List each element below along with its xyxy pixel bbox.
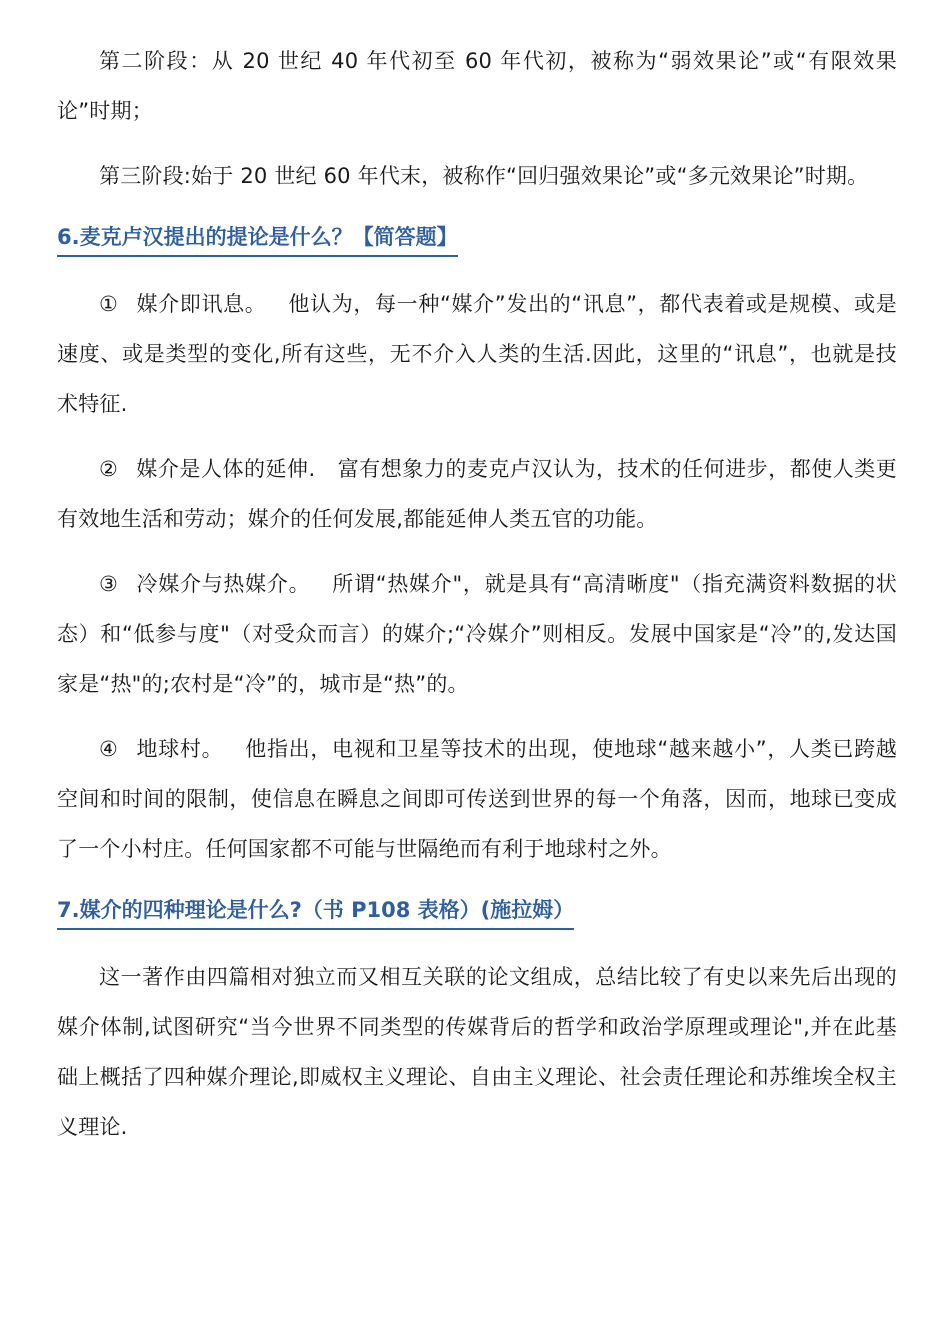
section-7-paragraph: 这一著作由四篇相对独立而又相互关联的论文组成，总结比较了有史以来先后出现的媒介体制,试图研究“当今世界不同类型的传媒背后的哲学和政治学原理或理论",并在此基础上概括了四种媒介理论,即威权主义理论、自由主义理论、社会责任理论和苏维埃全权主义理论. [57, 965, 897, 1139]
section-6-item-4 [57, 724, 897, 874]
section-6-heading-wrap [57, 216, 897, 279]
item-text: 他认为，每一种“媒介”发出的“讯息”，都代表着或是规模、或是速度、或是类型的变化,所有这些，无不介入人类的生活.因此，这里的“讯息”，也就是技术特征. [57, 292, 898, 416]
section-7-heading-wrap [57, 889, 897, 952]
stage-two-paragraph: 第二阶段：从 20 世纪 40 年代初至 60 年代初，被称为“弱效果论”或“有限效果论”时期； [57, 49, 897, 123]
section-6-item-1 [57, 279, 897, 429]
item-lead: 地球村。 [136, 737, 224, 761]
section-7-heading: 7.媒介的四种理论是什么?（书 P108 表格）(施拉姆） [57, 895, 574, 930]
item-text: 他指出，电视和卫星等技术的出现，使地球“越来越小”，人类已跨越空间和时间的限制，使信息在瞬息之间即可传送到世界的每一个角落，因而，地球已变成了一个小村庄。任何国家都不可能与世隔绝而有利于地球村之外。 [57, 737, 897, 861]
item-lead: 媒介即讯息。 [136, 292, 267, 316]
stage-three-paragraph: 第三阶段:始于 20 世纪 60 年代末，被称作“回归强效果论”或“多元效果论”时期。 [99, 164, 869, 188]
item-text: 所谓“热媒介"，就是具有“高清晰度"（指充满资料数据的状态）和“低参与度"（对受众而言）的媒介;“冷媒介”则相反。发展中国家是“冷”的,发达国家是“热"的;农村是“冷”的，城市是“热”的。 [57, 572, 897, 696]
document-page [57, 36, 897, 1167]
section-6-item-2 [57, 444, 897, 544]
item-text: 富有想象力的麦克卢汉认为，技术的任何进步，都使人类更有效地生活和劳动；媒介的任何发展,都能延伸人类五官的功能。 [57, 457, 897, 531]
item-lead: 媒介是人体的延伸. [136, 457, 316, 481]
item-number: ① [99, 292, 119, 316]
item-number: ② [99, 457, 119, 481]
item-number: ④ [99, 737, 119, 761]
item-lead: 冷媒介与热媒介。 [136, 572, 311, 596]
section-6-heading: 6.麦克卢汉提出的提论是什么？【简答题】 [57, 222, 458, 257]
item-number: ③ [99, 572, 119, 596]
section-6-item-3 [57, 559, 897, 709]
